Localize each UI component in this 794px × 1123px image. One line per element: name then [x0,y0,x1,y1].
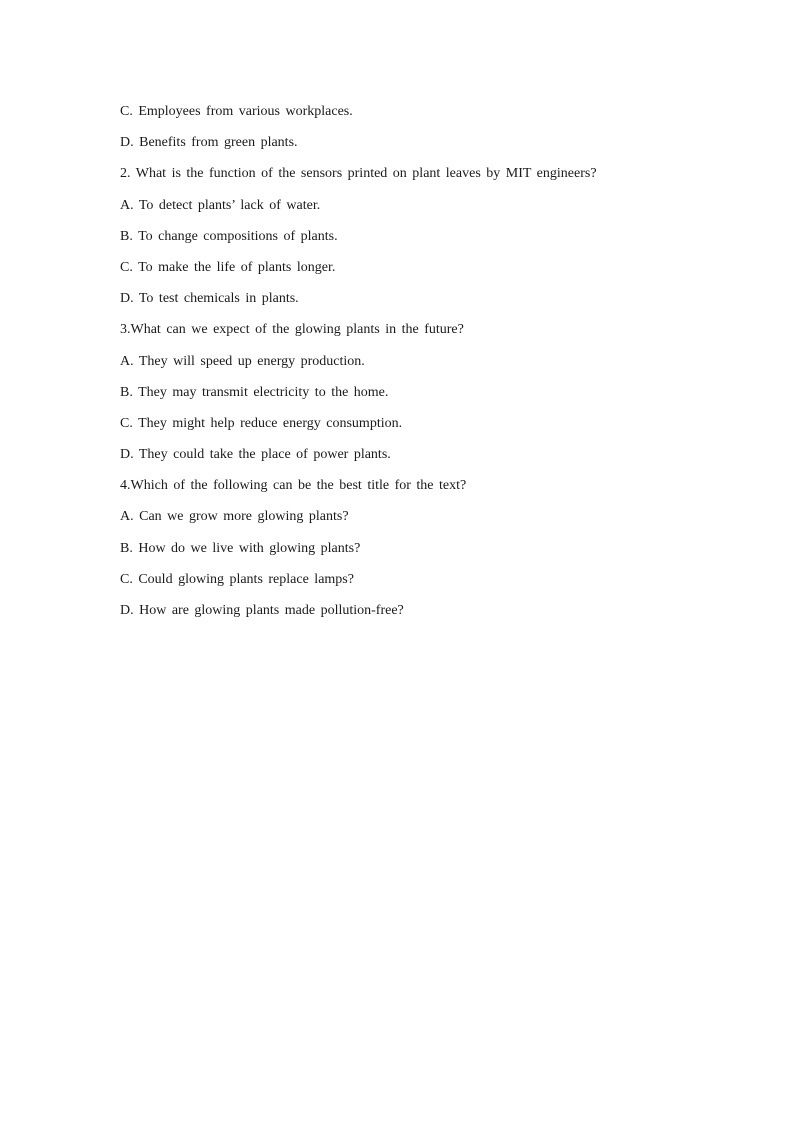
option-text: C. They might help reduce energy consumption. [120,415,403,431]
option-text: B. To change compositions of plants. [120,228,338,244]
option-text: C. Employees from various workplaces. [120,104,353,119]
option-text: D. To test chemicals in plants. [120,291,299,307]
option-text: D. How are glowing plants made pollution-free? [120,603,404,618]
question-stem: 4.Which of the following can be the best title for the text? [120,478,467,494]
question-list [120,100,740,630]
option-text: A. Can we grow more glowing plants? [120,509,349,525]
option-text: C. To make the life of plants longer. [120,259,336,275]
question-stem: 2. What is the function of the sensors printed on plant leaves by MIT engineers? [120,166,597,182]
option-text: C. Could glowing plants replace lamps? [120,571,354,587]
option-text: D. They could take the place of power plants. [120,447,391,463]
option-text: D. Benefits from green plants. [120,135,298,151]
question-stem: 3.What can we expect of the glowing plants in the future? [120,322,464,338]
option-text: B. They may transmit electricity to the home. [120,384,389,400]
option-text: B. How do we live with glowing plants? [120,540,361,556]
option-text: A. They will speed up energy production. [120,353,365,369]
option-text: A. To detect plants’ lack of water. [120,197,321,213]
